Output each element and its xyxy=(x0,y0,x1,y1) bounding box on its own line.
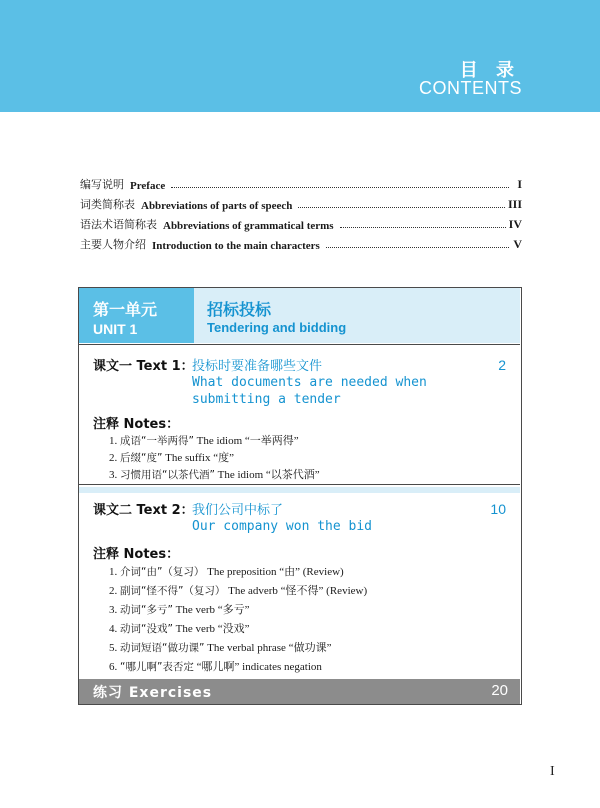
contents-header xyxy=(0,0,600,112)
exercises-page: 20 xyxy=(491,682,508,699)
unit-header xyxy=(79,288,520,345)
note-number: 3. xyxy=(109,604,118,616)
lesson-page: 2 xyxy=(498,357,506,373)
note-item[interactable] xyxy=(109,466,320,482)
note-text-en: The idiom “以茶代酒” xyxy=(217,469,320,481)
note-text-en: The idiom “一举两得” xyxy=(196,435,299,447)
note-item[interactable] xyxy=(109,620,250,636)
front-matter-entry[interactable] xyxy=(80,212,522,232)
note-text-en: The suffix “度” xyxy=(165,452,234,464)
note-text-cn: 动词“没戏” xyxy=(120,623,173,635)
unit-label-en: UNIT 1 xyxy=(93,321,138,337)
unit-label-tab xyxy=(79,288,194,343)
unit-title-en: Tendering and bidding xyxy=(207,320,347,335)
entry-title-cn: 编写说明 xyxy=(80,178,124,191)
note-number: 5. xyxy=(109,642,118,654)
note-number: 2. xyxy=(109,452,118,464)
note-item[interactable] xyxy=(109,582,367,598)
page-number: I xyxy=(550,764,555,779)
note-number: 6. xyxy=(109,661,118,673)
lesson-section xyxy=(79,487,520,679)
dot-leader xyxy=(340,227,506,228)
dot-leader xyxy=(298,207,505,208)
notes-heading: 注释 Notes： xyxy=(93,547,180,562)
note-number: 1. xyxy=(109,566,118,578)
note-text-en: The verb “没戏” xyxy=(175,623,250,635)
front-matter-entry[interactable] xyxy=(80,192,522,212)
note-number: 2. xyxy=(109,585,118,597)
exercises-bar[interactable] xyxy=(79,679,520,704)
note-text-cn: 动词“多亏” xyxy=(120,604,173,616)
note-text-cn: 介词“由”（复习） xyxy=(120,566,205,578)
note-text-en: The verb “多亏” xyxy=(175,604,250,616)
lesson-title-cn[interactable]: 我们公司中标了 xyxy=(192,503,284,518)
note-item[interactable] xyxy=(109,432,299,448)
note-number: 4. xyxy=(109,623,118,635)
dot-leader xyxy=(326,247,509,248)
entry-title-cn: 主要人物介绍 xyxy=(80,238,146,251)
lesson-title-en[interactable]: What documents are needed when submitting a tender xyxy=(192,375,427,407)
note-text-en: The preposition “由” (Review) xyxy=(207,566,344,578)
note-text-cn: 后缀“度” xyxy=(120,452,163,464)
dot-leader xyxy=(171,187,509,188)
note-item[interactable] xyxy=(109,563,344,579)
note-text-cn: 副词“怪不得”（复习） xyxy=(120,585,226,597)
lesson-title-cn[interactable]: 投标时要准备哪些文件 xyxy=(192,359,323,374)
note-item[interactable] xyxy=(109,639,331,655)
note-text-en: The verbal phrase “做功课” xyxy=(207,642,332,654)
entry-title-en: Preface xyxy=(130,180,166,192)
exercises-label: 练习 Exercises xyxy=(93,685,213,701)
note-text-en: The adverb “怪不得” (Review) xyxy=(228,585,368,597)
entry-title-en: Abbreviations of grammatical terms xyxy=(163,220,334,232)
lesson-label: 课文二 Text 2： xyxy=(93,503,194,518)
section-band xyxy=(79,487,520,493)
lesson-label: 课文一 Text 1： xyxy=(93,359,194,374)
entry-page: IV xyxy=(508,217,522,231)
note-text-cn: “哪儿啊”表否定 xyxy=(120,661,194,673)
entry-title-en: Abbreviations of parts of speech xyxy=(141,200,293,212)
note-number: 1. xyxy=(109,435,118,447)
note-text-cn: 成语“一举两得” xyxy=(120,435,194,447)
note-text-cn: 动词短语“做功课” xyxy=(120,642,205,654)
lesson-title-en[interactable]: Our company won the bid xyxy=(192,519,373,534)
unit-box xyxy=(78,287,522,705)
note-number: 3. xyxy=(109,469,118,481)
entry-page: III xyxy=(507,197,522,211)
unit-label-cn: 第一单元 xyxy=(93,300,158,319)
lesson-section xyxy=(79,345,520,485)
entry-title-cn: 语法术语简称表 xyxy=(80,218,157,231)
front-matter-list xyxy=(80,172,522,252)
notes-heading: 注释 Notes： xyxy=(93,417,180,432)
note-text-cn: 习惯用语“以茶代酒” xyxy=(120,469,215,481)
front-matter-entry[interactable] xyxy=(80,172,522,192)
note-item[interactable] xyxy=(109,601,250,617)
lesson-page: 10 xyxy=(490,501,506,517)
front-matter-entry[interactable] xyxy=(80,232,522,252)
note-item[interactable] xyxy=(109,449,234,465)
note-item[interactable] xyxy=(109,658,322,674)
unit-title-panel[interactable] xyxy=(194,288,520,343)
entry-page: V xyxy=(513,237,522,251)
unit-title-cn: 招标投标 xyxy=(207,300,272,319)
entry-page: I xyxy=(517,177,522,191)
note-text-en: “哪儿啊” indicates negation xyxy=(196,661,322,673)
entry-title-en: Introduction to the main characters xyxy=(152,240,320,252)
header-title-cn: 目 录 xyxy=(459,60,520,81)
header-title-en: CONTENTS xyxy=(419,78,522,98)
entry-title-cn: 词类简称表 xyxy=(80,198,135,211)
